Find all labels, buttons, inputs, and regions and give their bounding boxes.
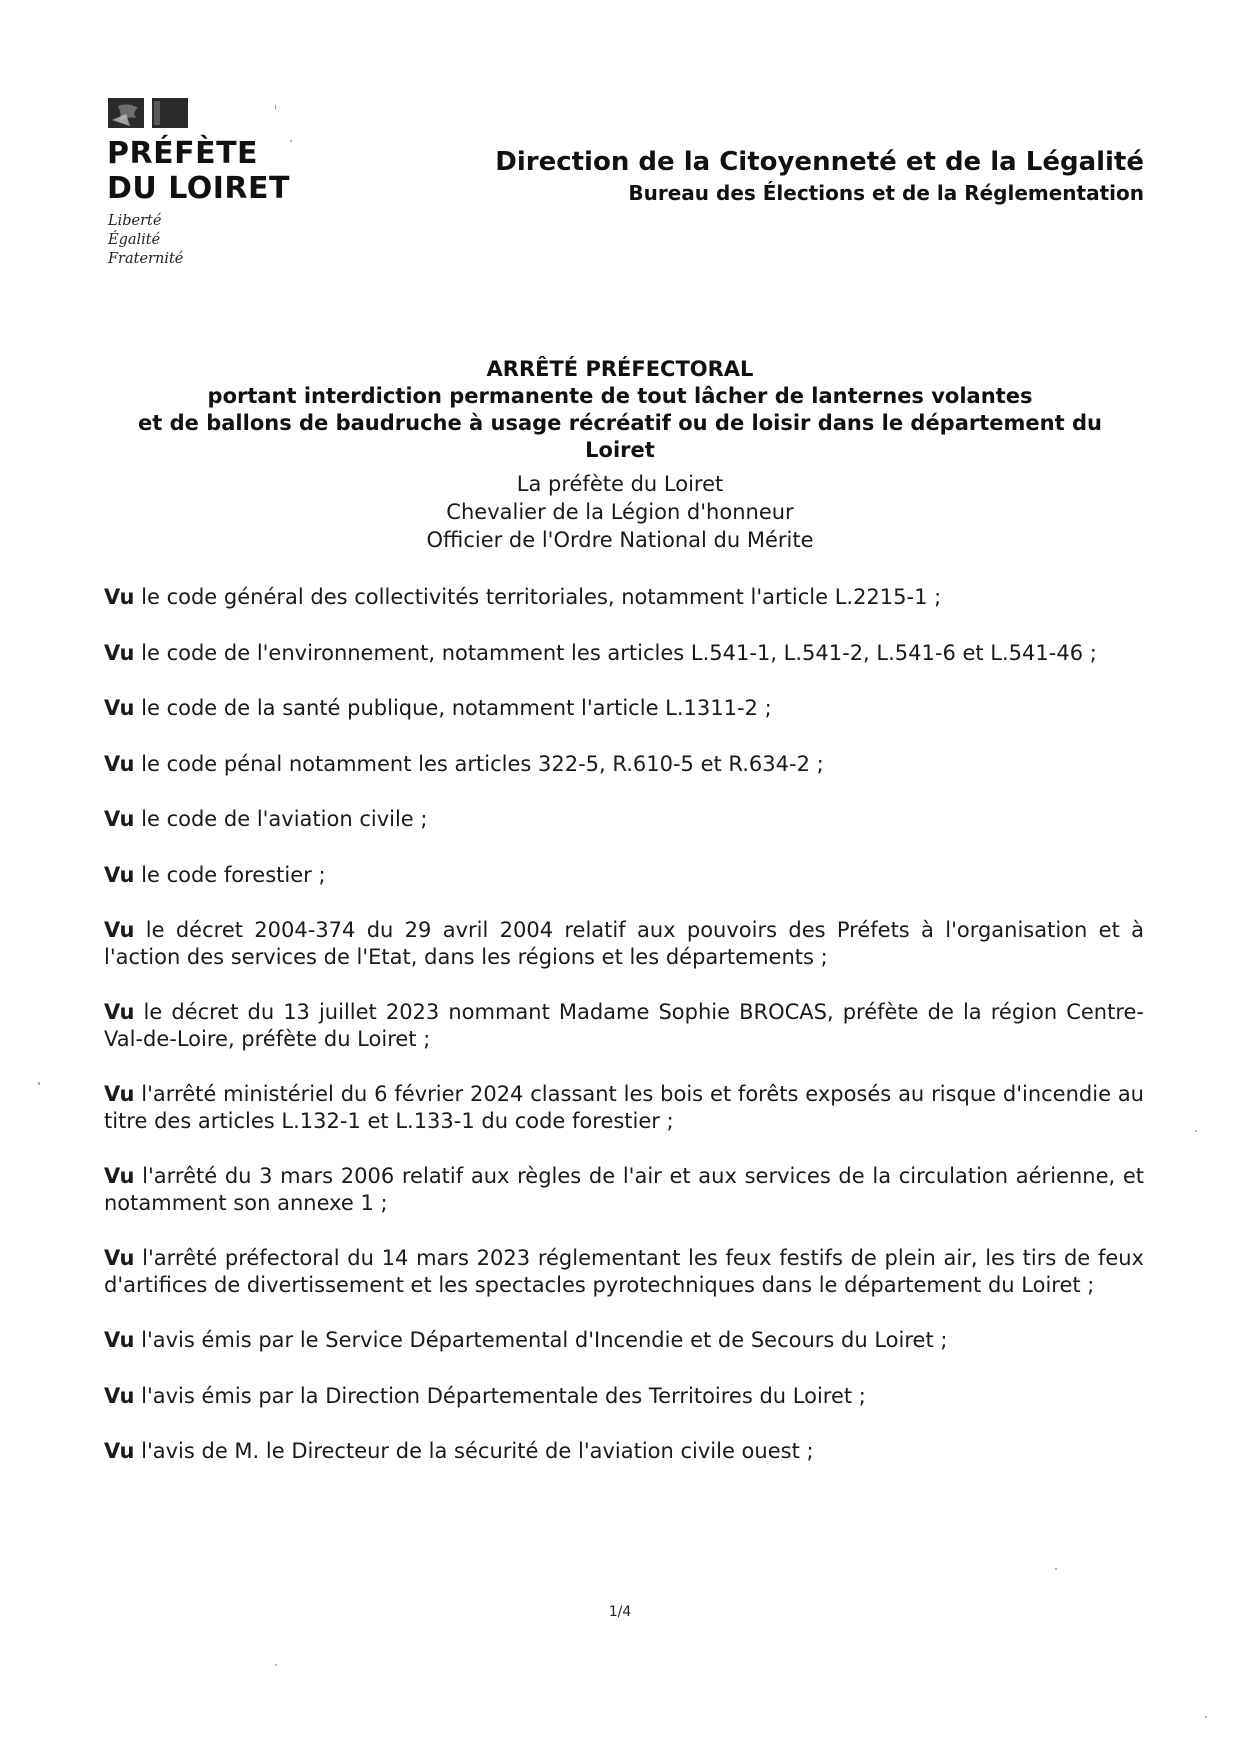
motto-liberte: Liberté [108,213,162,229]
visa-lead: Vu [104,1383,135,1408]
authority-block [100,470,1140,554]
visa-item [104,640,1144,667]
visa-item [104,751,1144,778]
visa-item [104,1327,1144,1354]
visa-item [104,1163,1144,1216]
direction-subtitle: Bureau des Élections et de la Réglementation [628,181,1144,205]
visa-text: le décret du 13 juillet 2023 nommant Madame Sophie BROCAS, préfète de la région Centre-Val-de-Loire, préfète du Loiret ; [104,1000,1144,1051]
visa-lead: Vu [104,640,135,665]
visa-text: le code pénal notamment les articles 322-5, R.610-5 et R.634-2 ; [134,751,824,776]
scan-speck [1205,1716,1207,1718]
visa-item [104,806,1144,833]
direction-title: Direction de la Citoyenneté et de la Légalité [495,147,1144,177]
scan-speck [290,140,292,142]
issuing-department [495,146,1144,206]
republic-motto [108,212,183,269]
visa-lead: Vu [104,1246,135,1270]
scan-speck [1055,1568,1057,1570]
motto-fraternite: Fraternité [108,251,184,267]
authority-line1: La préfète du Loiret [516,472,724,496]
decree-title-line3: et de ballons de baudruche à usage récréatif ou de loisir dans le département du Loiret [138,411,1102,462]
page-number: 1/4 [608,1604,632,1620]
decree-title [100,356,1140,464]
visa-text: le code de la santé publique, notamment l'article L.1311-2 ; [134,696,772,720]
visa-item [104,1383,1144,1410]
authority-line2: Chevalier de la Légion d'honneur [446,500,794,524]
visa-item [104,1438,1144,1465]
visa-item [104,999,1144,1052]
visa-text: l'avis émis par la Direction Départementale des Territoires du Loiret ; [134,1383,866,1408]
scan-speck [275,104,276,110]
considerations-list [104,584,1144,1494]
visa-text: l'avis de M. le Directeur de la sécurité de l'aviation civile ouest ; [134,1439,814,1463]
visa-item [104,584,1144,611]
authority-line3: Officier de l'Ordre National du Mérite [426,528,814,552]
decree-title-line2: portant interdiction permanente de tout lâcher de lanternes volantes [207,384,1033,408]
visa-text: l'arrêté ministériel du 6 février 2024 classant les bois et forêts exposés au risque d'incendie au titre des articles L.132-1 et L.133-1 du code forestier ; [104,1082,1144,1133]
visa-item [104,917,1144,970]
scan-speck [38,1082,40,1085]
visa-text: le décret 2004-374 du 29 avril 2004 relatif aux pouvoirs des Préfets à l'organisation et à l'action des services de l'Etat, dans les régions et les départements ; [104,918,1144,969]
visa-lead: Vu [104,918,135,942]
visa-lead: Vu [104,1000,135,1024]
visa-text: le code général des collectivités territoriales, notamment l'article L.2215-1 ; [134,585,942,609]
visa-lead: Vu [104,1164,135,1188]
visa-item [104,1245,1144,1298]
visa-lead: Vu [104,751,135,776]
visa-text: l'arrêté du 3 mars 2006 relatif aux règles de l'air et aux services de la circulation aérienne, et notamment son annexe 1 ; [104,1164,1144,1215]
scan-speck [275,1664,277,1666]
logo-name-line1: PRÉFÈTE [107,136,259,171]
visa-lead: Vu [104,862,135,887]
marianne-emblem-icon [108,98,188,128]
visa-lead: Vu [104,585,135,609]
visa-item [104,862,1144,889]
logo-wordmark [107,136,290,206]
visa-text: l'avis émis par le Service Départemental d'Incendie et de Secours du Loiret ; [134,1328,948,1352]
logo-name-line2: DU LOIRET [107,171,290,206]
visa-lead: Vu [104,1082,135,1106]
visa-item [104,695,1144,722]
visa-text: le code de l'environnement, notamment les articles L.541-1, L.541-2, L.541-6 et L.541-46 ; [134,640,1097,665]
visa-lead: Vu [104,1328,135,1352]
visa-item [104,1081,1144,1134]
scan-speck [1195,1130,1197,1132]
visa-text: l'arrêté préfectoral du 14 mars 2023 réglementant les feux festifs de plein air, les tirs de feux d'artifices de divertissement et les spectacles pyrotechniques dans le département du Loiret ; [104,1246,1144,1297]
visa-lead: Vu [104,807,135,831]
visa-lead: Vu [104,1439,135,1463]
visa-lead: Vu [104,696,135,720]
motto-egalite: Égalité [108,232,161,248]
decree-title-line1: ARRÊTÉ PRÉFECTORAL [486,357,754,381]
visa-text: le code forestier ; [134,862,326,887]
visa-text: le code de l'aviation civile ; [134,807,428,831]
